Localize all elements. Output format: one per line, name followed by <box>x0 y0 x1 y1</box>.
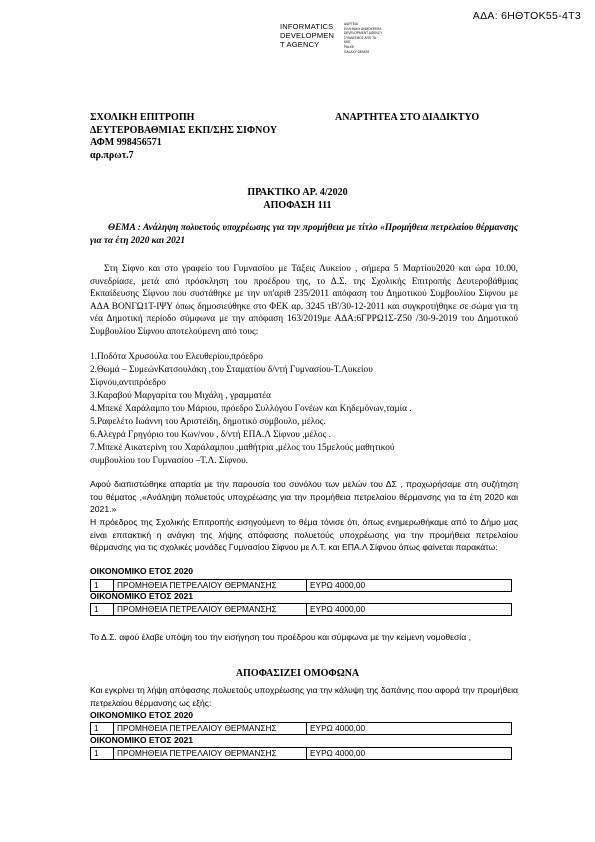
table-cell: 1 <box>91 723 114 735</box>
minutes-title: ΠΡΑΚΤΙΚΟ ΑΡ. 4/2020 <box>247 187 348 198</box>
header-block <box>90 112 277 162</box>
logo-small-line: ΔΙΑΥΓΕΙΑ <box>344 22 358 26</box>
table-cell: 1 <box>91 604 114 616</box>
logo-small-line: DEVELOPMENT AGENCY <box>344 31 383 36</box>
table-cell: ΕΥΡΩ 4000,00 <box>307 723 512 735</box>
logo-line: T AGENCY <box>280 40 320 49</box>
table-cell: ΠΡΟΜΗΘΕΙΑ ΠΕΤΡΕΛΑΙΟΥ ΘΕΡΜΑΝΣΗΣ <box>114 723 307 735</box>
fiscal-year-label: ΟΙΚΟΝΟΜΙΚΟ ΕΤΟΣ 2021 <box>90 735 194 745</box>
member-line: συμβουλίου του Γυμνασίου –Τ.Λ. Σίφνου. <box>90 456 249 466</box>
logo-line: INFORMATICS <box>280 22 334 31</box>
subject-paragraph: ΘΕΜΑ : Ανάληψη πολυετούς υποχρέωσης για την προμήθεια με τίτλο «Προμήθεια πετρελαίου θέρμανσης για τα έτη 2020 και 2021 <box>90 223 518 246</box>
logo-small-line: GALAXY DEMOS <box>344 49 370 54</box>
fiscal-year-label: ΟΙΚΟΝΟΜΙΚΟ ΕΤΟΣ 2020 <box>90 710 194 720</box>
member-line: 5.Ραφελέτο Ιωάννη του Αριστείδη, δημοτικό σύμβουλο, μέλος. <box>90 417 326 427</box>
logo-small-line: ΕΛΛΗΝΙΚΗ ΔΗΜΟΚΡΑΤΙΑ <box>344 26 382 31</box>
member-line: 7.Μπεκέ Αικατερίνη του Χαράλαμπου ,μαθήτρια ,μέλος του 15μελούς μαθητικού <box>90 443 395 453</box>
fiscal-year-label: ΟΙΚΟΝΟΜΙΚΟ ΕΤΟΣ 2021 <box>90 591 194 601</box>
table-cell: 1 <box>91 748 114 760</box>
logo-text <box>280 22 334 49</box>
table-cell: ΕΥΡΩ 4000,00 <box>307 748 512 760</box>
approved-table-2020 <box>90 722 512 735</box>
member-line: 1.Ποδότα Χρυσούλα του Ελευθερίου,πρόεδρο <box>90 352 263 362</box>
header-line: αρ.πρωτ.7 <box>90 149 134 161</box>
table-cell: 1 <box>91 580 114 592</box>
table-row <box>91 723 512 735</box>
logo-small-line: PALKE <box>344 44 355 49</box>
table-cell: ΕΥΡΩ 4000,00 <box>307 604 512 616</box>
member-line: Σίφνου,αντιπρόεδρο <box>90 378 166 388</box>
decision-title: ΑΠΟΦΑΣΗ 111 <box>263 200 332 211</box>
table-cell: ΠΡΟΜΗΘΕΙΑ ΠΕΤΡΕΛΑΙΟΥ ΘΕΡΜΑΝΣΗΣ <box>114 604 307 616</box>
logo-small-line: ΚΚΕ <box>344 40 351 45</box>
fiscal-year-label: ΟΙΚΟΝΟΜΙΚΟ ΕΤΟΣ 2020 <box>90 566 194 576</box>
ada-code: ΑΔΑ: 6ΗΘΤΟΚ55-4Τ3 <box>472 10 581 22</box>
member-line: 3.Καραβού Μαργαρίτα του Μιχάλη , γραμματέα <box>90 391 271 401</box>
header-line: ΣΧΟΛΙΚΗ ΕΠΙΤΡΟΠΗ <box>90 112 195 123</box>
table-cell: ΕΥΡΩ 4000,00 <box>307 580 512 592</box>
header-line: ΑΦΜ 998456571 <box>90 137 162 148</box>
diavgeia-logo <box>280 22 390 52</box>
table-row <box>91 748 512 760</box>
logo-line: DEVELOPMEN <box>280 31 335 40</box>
logo-small-text <box>344 22 382 54</box>
decision-heading: ΑΠΟΦΑΣΙΖΕΙ ΟΜΟΦΩΝΑ <box>235 668 360 679</box>
president-paragraph: Η πρόεδρος της Σχολικής Επιτροπής εισηγούμενη το θέμα τόνισε ότι, όπως ενημερωθήκαμε από το Δήμο μας είναι επιτακτική η ανάγκη της λήψης απόφασης πολυετούς υποχρέωσης για την προμήθεια πετρελαίου θέρμανσης για τις σχολικές μονάδες Γυμνασίου Σίφνου με Λ.Τ. και ΕΠΑ.Λ Σίφνου όπως φαίνεται παρακάτω: <box>90 517 518 552</box>
table-cell: ΠΡΟΜΗΘΕΙΑ ΠΕΤΡΕΛΑΙΟΥ ΘΕΡΜΑΝΣΗΣ <box>114 748 307 760</box>
intro-paragraph: Στη Σίφνο και στο γραφείο του Γυμνασίου με Τάξεις Λυκείου , σήμερα 5 Μαρτίου2020 και ώρα 10.00, συνεδρίασε, μετά από πρόσκληση του προέδρου της, το Δ.Σ. της Σχολικής Επιτροπής Δευτεροβάθμιας Εκπαίδευσης Σίφνου που συστάθηκε με την υπ'αριθ 235/2011 απόφαση του Δημοτικού Συμβουλίου Σίφνου με ΑΔΑ ΒΟΝΓΩ1Τ-ΙΨΥ όπως δημοσιεύθηκε στο ΦΕΚ αρ. 3245 τΒ'/30-12-2011 και συγκροτήθηκε σε σώμα για τη νέα Δημοτική περίοδο σύμφωνα με την απόφαση 163/2019με ΑΔΑ:6ΓΡΡΩ1Σ-Ζ50 /30-9-2019 του Δημοτικού Συμβουλίου Σίφνου αποτελούμενη από τους: <box>90 264 518 337</box>
quorum-paragraph: Αφού διαπιστώθηκε απαρτία με την παρουσία του συνόλου των μελών του ΔΣ , προχωρήσαμε στη συζήτηση του θέματος ,«Ανάληψη πολυετούς υποχρέωσης για την προμήθεια πετρελαίου θέρμανσης για τα έτη 2020 και 2021.» <box>90 479 518 514</box>
approved-table-2021 <box>90 747 512 760</box>
publish-notice: ΑΝΑΡΤΗΤΕΑ ΣΤΟ ΔΙΑΔΙΚΤΥΟ <box>335 112 480 123</box>
logo-small-line: ΣΥΝΔΕΣΜΟΣ ΑΠΟ ΤΑ <box>344 35 377 40</box>
member-line: 6.Αλεγρά Γρηγόριο του Κων/νου , δ/ντή ΕΠΑ.Λ Σίφνου ,μέλος . <box>90 430 331 440</box>
table-cell: ΠΡΟΜΗΘΕΙΑ ΠΕΤΡΕΛΑΙΟΥ ΘΕΡΜΑΝΣΗΣ <box>114 580 307 592</box>
table-row <box>91 604 512 616</box>
member-line: 4.Μπεκέ Χαράλαμπο του Μάριου, πρόεδρο Συλλόγου Γονέων και Κηδεμόνων,ταμία . <box>90 404 412 414</box>
header-line: ΔΕΥΤΕΡΟΒΑΘΜΙΑΣ ΕΚΠ/ΣΗΣ ΣΙΦΝΟΥ <box>90 124 278 136</box>
board-paragraph: Το Δ.Σ. αφού έλαβε υπόψη του την εισήγηση του προέδρου και σύμφωνα με την κείμενη νομοθεσία , <box>90 632 471 642</box>
budget-table-2021 <box>90 603 512 616</box>
approval-paragraph: Και εγκρίνει τη λήψη απόφασης πολυετούς υποχρέωσης για την κάλυψη της δαπάνης που αφορά την προμήθεια πετρελαίου θέρμανσης ως εξής: <box>90 685 518 708</box>
table-row <box>91 580 512 592</box>
member-line: 2.Θωμά – ΣυμεώνΚατσουλάκη ,του Σταματίου δ/ντή Γυμνασίου-Τ.Λυκείου <box>90 365 373 375</box>
